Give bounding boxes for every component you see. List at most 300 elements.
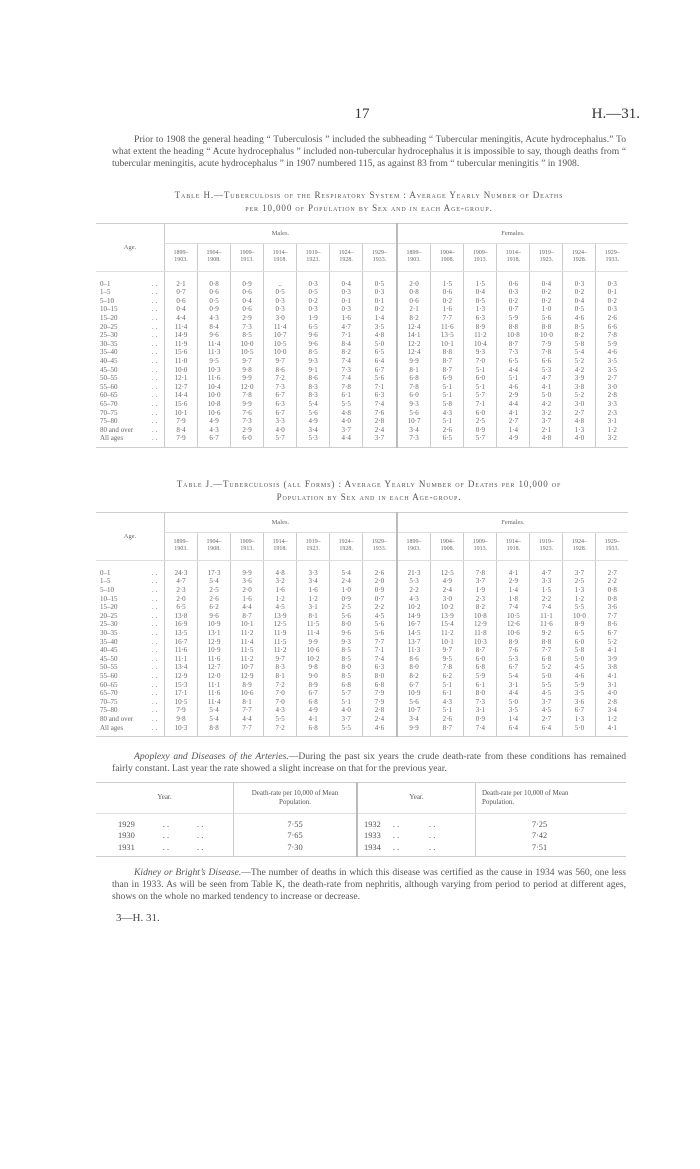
male-rate: 5·3 xyxy=(297,434,330,447)
male-rate: 8·6 xyxy=(264,366,297,375)
table-row xyxy=(96,724,628,737)
male-rate: 0·9 xyxy=(363,586,397,595)
female-rate: 2·5 xyxy=(563,577,596,586)
male-rate: 7·2 xyxy=(264,681,297,690)
female-rate: 11·6 xyxy=(530,620,563,629)
year-cell: 1933 . . . . xyxy=(357,830,476,842)
females-header: Females. xyxy=(397,223,628,243)
female-rate: 4·1 xyxy=(497,409,530,418)
female-rate: 5·1 xyxy=(497,374,530,383)
female-rate: 6·7 xyxy=(497,663,530,672)
female-rate: 12·9 xyxy=(464,620,497,629)
male-rate: 12·9 xyxy=(165,672,198,681)
period-header: 1924– 1928. xyxy=(330,532,363,560)
female-rate: 8·9 xyxy=(563,620,596,629)
male-rate: 4·8 xyxy=(264,560,297,577)
male-rate: 11·6 xyxy=(165,646,198,655)
male-rate: 7·3 xyxy=(264,383,297,392)
female-rate: 8·2 xyxy=(563,331,596,340)
male-rate: 4·1 xyxy=(297,715,330,724)
male-rate: 2·5 xyxy=(330,603,363,612)
female-rate: 3·1 xyxy=(497,681,530,690)
male-rate: 11·4 xyxy=(264,323,297,332)
table-row xyxy=(96,409,628,418)
table-h xyxy=(96,223,628,448)
male-rate: 7·7 xyxy=(363,638,397,647)
age-group: 0–1 xyxy=(100,568,111,577)
apoplexy-table xyxy=(96,782,626,858)
period-header: 1919– 1923. xyxy=(297,243,330,271)
female-rate: 5·1 xyxy=(431,383,464,392)
leader-dots: . . xyxy=(152,391,158,400)
male-rate: 13·8 xyxy=(165,612,198,621)
male-rate: 8·8 xyxy=(198,724,231,737)
female-rate: 6·5 xyxy=(431,434,464,447)
table-row xyxy=(96,417,628,426)
female-rate: 6·3 xyxy=(464,314,497,323)
table-row xyxy=(96,646,628,655)
period-header: 1919– 1923. xyxy=(297,532,330,560)
female-rate: 6·7 xyxy=(563,706,596,715)
female-rate: 2·6 xyxy=(431,715,464,724)
female-rate: 0·9 xyxy=(464,715,497,724)
leader-dots: . . xyxy=(152,654,158,663)
female-rate: 5·9 xyxy=(464,672,497,681)
male-rate: 0·6 xyxy=(165,297,198,306)
females-header: Females. xyxy=(397,512,628,532)
male-rate: 0·3 xyxy=(297,305,330,314)
male-rate: 7·3 xyxy=(231,323,264,332)
male-rate: 8·5 xyxy=(330,655,363,664)
male-rate: 4·4 xyxy=(231,715,264,724)
female-rate: 3·2 xyxy=(596,434,628,447)
period-header: 1909– 1913. xyxy=(231,243,264,271)
female-rate: 0·8 xyxy=(397,288,431,297)
female-rate: 7·4 xyxy=(497,603,530,612)
rate-cell: 7·55 xyxy=(234,813,358,830)
male-rate: 7·4 xyxy=(330,374,363,383)
male-rate: 6·0 xyxy=(231,434,264,447)
female-rate: 4·2 xyxy=(563,366,596,375)
period-header: 1904– 1908. xyxy=(431,532,464,560)
female-rate: 2·8 xyxy=(596,698,628,707)
female-rate: 0·4 xyxy=(530,271,563,288)
year-cell: 1934 . . . . xyxy=(357,842,476,857)
males-header: Males. xyxy=(165,223,397,243)
female-rate: 5·0 xyxy=(497,698,530,707)
male-rate: 11·1 xyxy=(165,655,198,664)
age-group: 1–5 xyxy=(100,577,111,586)
male-rate: 1·0 xyxy=(330,586,363,595)
male-rate: 5·4 xyxy=(330,560,363,577)
males-header: Males. xyxy=(165,512,397,532)
male-rate: 2·4 xyxy=(330,577,363,586)
period-header: 1919– 1923. xyxy=(530,243,563,271)
age-group: 10–15 xyxy=(100,594,118,603)
age-group: 30–35 xyxy=(100,629,118,638)
female-rate: 13·9 xyxy=(431,612,464,621)
male-rate: 9·1 xyxy=(297,366,330,375)
female-rate: 1·4 xyxy=(497,586,530,595)
age-group: 75–80 xyxy=(100,417,118,426)
period-header: 1904– 1908. xyxy=(431,243,464,271)
male-rate: 1·6 xyxy=(330,314,363,323)
female-rate: 3·5 xyxy=(563,689,596,698)
female-rate: 8·9 xyxy=(464,323,497,332)
female-rate: 3·7 xyxy=(464,577,497,586)
age-group: 70–75 xyxy=(100,408,118,417)
female-rate: 0·5 xyxy=(563,305,596,314)
male-rate: 13·5 xyxy=(165,629,198,638)
male-rate: 2·9 xyxy=(231,426,264,435)
female-rate: 6·6 xyxy=(596,323,628,332)
female-rate: 3·8 xyxy=(563,383,596,392)
female-rate: 8·6 xyxy=(596,620,628,629)
female-rate: 8·2 xyxy=(397,672,431,681)
male-rate: 0·3 xyxy=(330,305,363,314)
female-rate: 3·1 xyxy=(596,681,628,690)
period-header: 1924– 1928. xyxy=(563,532,596,560)
female-rate: 0·2 xyxy=(530,288,563,297)
period-header: 1899– 1903. xyxy=(397,243,431,271)
female-rate: 3·6 xyxy=(563,698,596,707)
female-rate: 4·6 xyxy=(596,348,628,357)
page-signature: 3—H. 31. xyxy=(116,911,160,924)
female-rate: 1·0 xyxy=(530,305,563,314)
male-rate: 4·6 xyxy=(363,724,397,737)
male-rate: 2·4 xyxy=(363,426,397,435)
female-rate: 8·8 xyxy=(431,348,464,357)
male-rate: 5·7 xyxy=(330,689,363,698)
female-rate: 8·8 xyxy=(497,323,530,332)
female-rate: 3·0 xyxy=(563,400,596,409)
male-rate: 0·7 xyxy=(165,288,198,297)
male-rate: 6·1 xyxy=(330,391,363,400)
female-rate: 5·0 xyxy=(530,391,563,400)
leader-dots: . . xyxy=(152,680,158,689)
female-rate: 10·2 xyxy=(397,603,431,612)
male-rate: 6·7 xyxy=(264,391,297,400)
female-rate: 2·9 xyxy=(497,391,530,400)
male-rate: 14·9 xyxy=(165,331,198,340)
male-rate: 4·9 xyxy=(297,706,330,715)
female-rate: 1·2 xyxy=(563,595,596,604)
leader-dots: . . xyxy=(152,629,158,638)
female-rate: 16·7 xyxy=(397,620,431,629)
female-rate: 2·1 xyxy=(397,305,431,314)
female-rate: 8·2 xyxy=(464,603,497,612)
female-rate: 5·1 xyxy=(431,706,464,715)
period-header: 1914– 1918. xyxy=(497,532,530,560)
female-rate: 0·5 xyxy=(464,297,497,306)
table-row xyxy=(96,366,628,375)
male-rate: .. xyxy=(264,271,297,288)
female-rate: 7·8 xyxy=(596,331,628,340)
female-rate: 3·8 xyxy=(596,663,628,672)
female-rate: 1·5 xyxy=(464,271,497,288)
female-rate: 6·0 xyxy=(464,409,497,418)
male-rate: 9·7 xyxy=(231,357,264,366)
female-rate: 4·3 xyxy=(431,698,464,707)
male-rate: 0·6 xyxy=(231,288,264,297)
table-row xyxy=(96,271,628,288)
male-rate: 8·9 xyxy=(297,681,330,690)
male-rate: 2·4 xyxy=(363,715,397,724)
female-rate: 2·7 xyxy=(596,560,628,577)
table-row xyxy=(96,629,628,638)
year-header: Year. xyxy=(96,782,234,813)
male-rate: 6·5 xyxy=(297,323,330,332)
caption-line: Table H.—Tuberculosis of the Respiratory System : Average Yearly Number of Deaths xyxy=(174,189,564,200)
table-j-caption xyxy=(112,478,626,504)
female-rate: 1·2 xyxy=(596,426,628,435)
table-row xyxy=(96,595,628,604)
male-rate: 11·4 xyxy=(231,638,264,647)
kidney-paragraph xyxy=(112,867,626,904)
male-rate: 0·6 xyxy=(198,288,231,297)
male-rate: 0·4 xyxy=(330,271,363,288)
age-group: 20–25 xyxy=(100,611,118,620)
female-rate: 10·5 xyxy=(497,612,530,621)
male-rate: 4·4 xyxy=(330,434,363,447)
female-rate: 7·1 xyxy=(464,400,497,409)
male-rate: 10·9 xyxy=(198,646,231,655)
female-rate: 0·2 xyxy=(596,297,628,306)
age-group: 15–20 xyxy=(100,313,118,322)
male-rate: 12·9 xyxy=(231,672,264,681)
female-rate: 11·1 xyxy=(530,612,563,621)
female-rate: 12·2 xyxy=(397,340,431,349)
female-rate: 15·4 xyxy=(431,620,464,629)
table-row xyxy=(96,314,628,323)
male-rate: 6·7 xyxy=(198,434,231,447)
male-rate: 9·6 xyxy=(330,629,363,638)
male-rate: 7·1 xyxy=(363,646,397,655)
male-rate: 5·6 xyxy=(330,612,363,621)
male-rate: 8·3 xyxy=(297,383,330,392)
female-rate: 12·5 xyxy=(431,560,464,577)
table-row xyxy=(96,715,628,724)
age-group: 10–15 xyxy=(100,305,118,314)
male-rate: 4·8 xyxy=(363,331,397,340)
male-rate: 3·7 xyxy=(330,426,363,435)
female-rate: 2·6 xyxy=(431,426,464,435)
female-rate: 3·5 xyxy=(596,357,628,366)
leader-dots: . . xyxy=(152,399,158,408)
male-rate: 1·6 xyxy=(231,595,264,604)
male-rate: 0·3 xyxy=(297,271,330,288)
female-rate: 10·8 xyxy=(497,331,530,340)
apoplexy-paragraph xyxy=(112,751,626,775)
female-rate: 7·3 xyxy=(497,348,530,357)
male-rate: 0·1 xyxy=(363,297,397,306)
male-rate: 7·2 xyxy=(264,724,297,737)
female-rate: 4·7 xyxy=(530,374,563,383)
leader-dots: . . xyxy=(152,723,158,732)
female-rate: 0·3 xyxy=(596,271,628,288)
table-row xyxy=(96,663,628,672)
female-rate: 2·4 xyxy=(431,586,464,595)
female-rate: 6·1 xyxy=(464,681,497,690)
female-rate: 4·9 xyxy=(497,434,530,447)
apoplexy-heading: Apoplexy and Diseases of the Arteries. xyxy=(134,751,289,763)
male-rate: 7·0 xyxy=(264,689,297,698)
male-rate: 8·0 xyxy=(330,620,363,629)
page-content xyxy=(96,106,640,924)
female-rate: 0·3 xyxy=(563,271,596,288)
age-group: 35–40 xyxy=(100,637,118,646)
female-rate: 5·5 xyxy=(563,603,596,612)
table-row xyxy=(96,434,628,447)
age-group: 0–1 xyxy=(100,279,111,288)
male-rate: 2·9 xyxy=(231,314,264,323)
female-rate: 4·7 xyxy=(530,560,563,577)
female-rate: 8·5 xyxy=(563,323,596,332)
table-row xyxy=(96,560,628,577)
female-rate: 3·4 xyxy=(397,426,431,435)
female-rate: 12·6 xyxy=(497,620,530,629)
leader-dots: . . xyxy=(152,663,158,672)
period-header: 1914– 1918. xyxy=(264,532,297,560)
leader-dots: . . xyxy=(152,279,158,288)
male-rate: 0·3 xyxy=(363,288,397,297)
age-header: Age. xyxy=(96,223,165,271)
male-rate: 0·3 xyxy=(264,297,297,306)
rate-header: Death-rate per 10,000 of Mean Population. xyxy=(234,782,358,813)
female-rate: 3·1 xyxy=(596,417,628,426)
male-rate: 15·6 xyxy=(165,348,198,357)
female-rate: 10·6 xyxy=(497,629,530,638)
leader-dots: . . xyxy=(152,577,158,586)
leader-dots: . . xyxy=(152,417,158,426)
female-rate: 5·9 xyxy=(497,314,530,323)
male-rate: 0·5 xyxy=(264,288,297,297)
male-rate: 12·7 xyxy=(198,663,231,672)
male-rate: 7·8 xyxy=(231,391,264,400)
period-header: 1924– 1928. xyxy=(330,243,363,271)
female-rate: 11·8 xyxy=(464,629,497,638)
female-rate: 7·9 xyxy=(530,340,563,349)
male-rate: 2·5 xyxy=(198,586,231,595)
female-rate: 5·0 xyxy=(563,724,596,737)
female-rate: 3·3 xyxy=(596,400,628,409)
male-rate: 0·5 xyxy=(363,271,397,288)
female-rate: 5·2 xyxy=(530,663,563,672)
leader-dots: . . xyxy=(152,611,158,620)
male-rate: 8·1 xyxy=(297,612,330,621)
male-rate: 10·3 xyxy=(165,724,198,737)
female-rate: 4·1 xyxy=(530,383,563,392)
female-rate: 4·5 xyxy=(563,663,596,672)
male-rate: 8·4 xyxy=(198,323,231,332)
female-rate: 5·1 xyxy=(464,383,497,392)
female-rate: 14·9 xyxy=(397,612,431,621)
female-rate: 10·0 xyxy=(530,331,563,340)
rate-cell: 7·25 xyxy=(476,813,604,830)
male-rate: 7·4 xyxy=(363,655,397,664)
female-rate: 6·1 xyxy=(431,689,464,698)
female-rate: 1·4 xyxy=(497,715,530,724)
male-rate: 7·6 xyxy=(231,409,264,418)
table-row xyxy=(96,374,628,383)
page-header xyxy=(96,106,640,128)
female-rate: 5·0 xyxy=(530,672,563,681)
female-rate: 6·4 xyxy=(497,724,530,737)
leader-dots: . . xyxy=(152,408,158,417)
female-rate: 5·2 xyxy=(563,357,596,366)
period-header: 1914– 1918. xyxy=(264,243,297,271)
female-rate: 4·1 xyxy=(596,672,628,681)
male-rate: 0·4 xyxy=(165,305,198,314)
male-rate: 9·6 xyxy=(198,612,231,621)
male-rate: 0·4 xyxy=(231,297,264,306)
female-rate: 10·4 xyxy=(464,340,497,349)
male-rate: 6·5 xyxy=(165,603,198,612)
age-group: 65–70 xyxy=(100,399,118,408)
intro-text: Prior to 1908 the general heading “ Tuberculosis ” included the subheading “ Tubercular meningitis, Acute hydrocephalus.” To what extent the heading “ Acute hydrocephalus ” included non-tubercular hydrocephalus it is impossible to say, though deaths from “ tubercular meningitis, acute hydrocephalus ” in 1907 numbered 115, as against 83 from “ tubercular meningitis ” in 1908. xyxy=(112,134,626,170)
female-rate: 4·2 xyxy=(530,400,563,409)
male-rate: 7·9 xyxy=(363,689,397,698)
female-rate: 2·0 xyxy=(397,271,431,288)
female-rate: 10·0 xyxy=(563,612,596,621)
male-rate: 10·6 xyxy=(297,646,330,655)
female-rate: 0·2 xyxy=(497,297,530,306)
table-row xyxy=(96,383,628,392)
male-rate: 9·8 xyxy=(297,663,330,672)
age-group: 25–30 xyxy=(100,331,118,340)
male-rate: 12·1 xyxy=(165,374,198,383)
male-rate: 13·4 xyxy=(165,663,198,672)
age-group: 5–10 xyxy=(100,296,114,305)
male-rate: 9·8 xyxy=(231,366,264,375)
male-rate: 6·3 xyxy=(264,400,297,409)
female-rate: 2·7 xyxy=(530,715,563,724)
male-rate: 5·7 xyxy=(264,434,297,447)
male-rate: 7·9 xyxy=(363,698,397,707)
female-rate: 2·7 xyxy=(497,417,530,426)
male-rate: 5·6 xyxy=(363,629,397,638)
male-rate: 7·3 xyxy=(231,417,264,426)
male-rate: 11·4 xyxy=(198,340,231,349)
female-rate: 5·9 xyxy=(563,681,596,690)
female-rate: 1·3 xyxy=(563,426,596,435)
age-group: 60–65 xyxy=(100,391,118,400)
male-rate: 8·1 xyxy=(231,698,264,707)
period-header: 1909– 1913. xyxy=(464,243,497,271)
period-header: 1929– 1933. xyxy=(363,532,397,560)
male-rate: 3·3 xyxy=(264,417,297,426)
female-rate: 8·8 xyxy=(530,323,563,332)
table-row xyxy=(96,672,628,681)
female-rate: 8·7 xyxy=(431,724,464,737)
male-rate: 7·6 xyxy=(363,409,397,418)
male-rate: 11·2 xyxy=(264,646,297,655)
female-rate: 5·4 xyxy=(497,672,530,681)
male-rate: 11·9 xyxy=(165,340,198,349)
table-row xyxy=(96,620,628,629)
female-rate: 5·7 xyxy=(464,391,497,400)
table-row xyxy=(96,348,628,357)
female-rate: 0·7 xyxy=(497,305,530,314)
female-rate: 6·0 xyxy=(464,374,497,383)
rate-cell: 7·65 xyxy=(234,830,358,842)
male-rate: 9·3 xyxy=(297,357,330,366)
male-rate: 8·3 xyxy=(264,663,297,672)
male-rate: 0·3 xyxy=(264,305,297,314)
male-rate: 7·1 xyxy=(363,383,397,392)
male-rate: 2·0 xyxy=(363,577,397,586)
female-rate: 8·0 xyxy=(397,663,431,672)
